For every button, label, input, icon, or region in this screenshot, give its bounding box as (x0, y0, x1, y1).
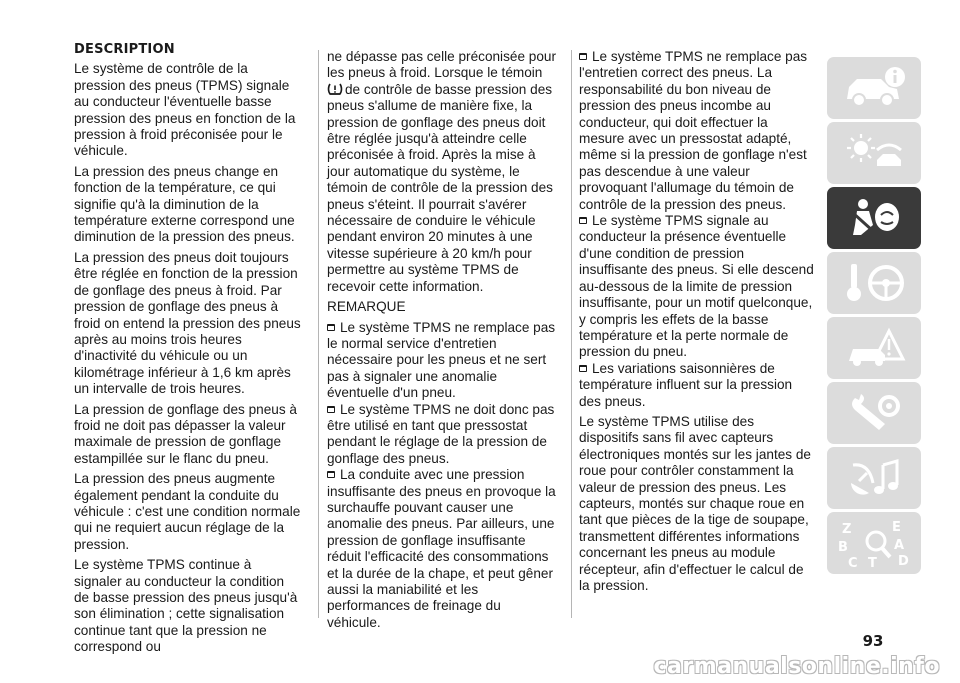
tab-multimedia[interactable] (827, 447, 921, 509)
tab-maintenance[interactable] (827, 382, 921, 444)
paragraph: La pression des pneus augmente également pendant la conduite du véhicule : c'est une condition normale qui ne requiert aucun réglage de la pression. (74, 471, 301, 552)
index-letter: C (848, 556, 858, 569)
index-letter: Z (842, 522, 852, 537)
index-letter: B (838, 540, 848, 555)
paragraph: Le système TPMS continue à signaler au conducteur la condition de basse pression des pneus jusqu'à son élimination ; cette signalisation continue tant que la pression ne correspond ou (74, 557, 298, 655)
paragraph-text: ne dépasse pas celle préconisée pour les pneus à froid. Lorsque le témoin (327, 49, 556, 81)
bullet-paragraph (327, 320, 557, 402)
index-letter: D (898, 554, 909, 569)
chapter-sidebar (827, 57, 921, 577)
bullet-icon (579, 53, 587, 60)
bullet-paragraph (327, 467, 557, 631)
paragraph: La pression de gonflage des pneus à froid ne doit pas dépasser la valeur maximale de pression de gonflage estampillée sur le flanc du pneu. (74, 401, 297, 466)
bullet-paragraph (327, 402, 557, 468)
alphabetical-index-icon (834, 517, 914, 569)
index-letter: E (892, 520, 901, 535)
page-number: 93 (862, 632, 884, 650)
paragraph-text: de contrôle de basse pression des pneus s'allume de manière fixe, la pression de gonflage des pneus doit être réglée jusqu'à atteindre celle préconisée à froid. Après la mise à jour automatique du système, le témoin de contrôle de la pression des pneus s'éteint. Il pourrait s'avérer nécessaire de conduire le véhicule pendant environ 20 minutes à une vitesse supérieure à 20 km/h pour permettre au système TPMS de recevoir cette information. (327, 81, 553, 294)
warning-triangle-car-icon (839, 325, 909, 371)
tab-dashboard-lights[interactable] (827, 122, 921, 184)
paragraph-text: Les variations saisonnières de température influent sur la pression des pneus. (579, 360, 793, 409)
bullet-paragraph (579, 49, 815, 213)
car-info-icon (839, 65, 909, 111)
tire-pressure-warning-icon (327, 82, 343, 96)
tab-index[interactable] (827, 512, 921, 574)
bullet-icon (327, 406, 335, 413)
bullet-icon (579, 365, 587, 372)
text-column-1 (74, 40, 302, 660)
index-letter: A (894, 538, 905, 553)
tab-key-steering-wheel[interactable] (827, 252, 921, 314)
paragraph: La pression des pneus change en fonction de la température, ce qui signifie qu'à la diminution de la température externe correspond une diminution de la pression des pneus. (74, 163, 295, 245)
wrench-service-icon (839, 390, 909, 436)
paragraph: Le système TPMS utilise des dispositifs sans fil avec capteurs électroniques montés sur les jantes de roue pour contrôler constamment la valeur de pression des pneus. Les capteurs, montés sur chaque roue en tant que pièces de la tige de soupape, transmettent différentes informations concernant les pneus au module récepteur, afin d'effectuer le calcul de la pression. (579, 413, 811, 593)
paragraph-text: Le système TPMS ne remplace pas l'entretien correct des pneus. La responsabilité du bon niveau de pression des pneus incombe au conducteur, qui doit effectuer la mesure avec un pressostat adapté, même si la pression de gonflage n'est pas descendue à une valeur provoquant l'allumage du témoin de contrôle de la pression des pneus. (579, 49, 808, 212)
satellite-music-icon (839, 455, 909, 501)
bullet-paragraph (579, 213, 815, 361)
seatbelt-airbag-icon (839, 195, 909, 241)
tab-seatbelt-airbag[interactable] (827, 187, 921, 249)
index-letter: T (868, 556, 877, 569)
section-heading: DESCRIPTION (74, 42, 175, 57)
text-column-3 (579, 49, 815, 598)
paragraph (327, 49, 557, 295)
bullet-icon (327, 471, 335, 478)
tab-warning-breakdown[interactable] (827, 317, 921, 379)
bullet-icon (579, 217, 587, 224)
text-column-2 (327, 49, 557, 631)
watermark: carmanualsonline.info (653, 654, 940, 679)
paragraph: La pression des pneus doit toujours être réglée en fonction de la pression de gonflage des pneus à froid. Par pression de gonflage des pneus à froid on entend la pression des pneus après au moins trois heures d'inactivité du véhicule ou un kilométrage inférieur à 1,6 km après un intervalle de trois heures. (74, 249, 301, 397)
paragraph-text: Le système TPMS signale au conducteur la présence éventuelle d'une condition de pression insuffisante des pneus. Si elle descend au-dessous de la limite de pression insuffisante, pour un motif quelconque, y compris les effets de la basse température et la perte normale de pression du pneu. (579, 213, 814, 360)
tab-car-info[interactable] (827, 57, 921, 119)
bullet-paragraph (579, 361, 815, 410)
key-steering-wheel-icon (839, 260, 909, 306)
paragraph-text: La conduite avec une pression insuffisante des pneus en provoque la surchauffe pouvant causer une anomalie des pneus. Par ailleurs, une pression de gonflage insuffisante réduit l'efficacité des consommations et la durée de la chape, et peut gêner aussi la maniabilité et les performances de freinage du véhicule. (327, 467, 556, 630)
column-divider (318, 50, 319, 618)
dashboard-lights-icon (839, 130, 909, 176)
paragraph: Le système de contrôle de la pression des pneus (TPMS) signale au conducteur l'éventuelle basse pression des pneus en fonction de la pression à froid préconisée pour le véhicule. (74, 61, 296, 159)
paragraph-text: Le système TPMS ne remplace pas le normal service d'entretien nécessaire pour les pneus et ne sert pas à signaler une anomalie éventuelle d'un pneu. (327, 319, 556, 401)
bullet-icon (327, 324, 335, 331)
paragraph-text: Le système TPMS ne doit donc pas être utilisé en tant que pressostat pendant le réglage de la pression de gonflage des pneus. (327, 401, 555, 466)
column-divider (571, 50, 572, 618)
remark-title: REMARQUE (327, 299, 406, 315)
